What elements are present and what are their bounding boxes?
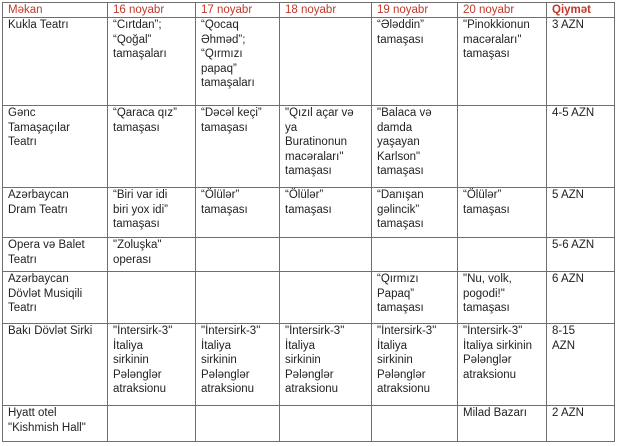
event-cell: “Ölülər” tamaşası [280,188,372,238]
event-cell: “Dəcəl keçi” tamaşası [196,106,280,188]
event-cell: "İntersirk-3" İtaliya sirkinin Pələnglər atraksionu [280,324,372,406]
event-cell: "Qızıl açar və ya Buratinonun macəraları" tamaşası [280,106,372,188]
event-cell [372,406,458,442]
event-cell [458,238,547,272]
price-cell: 8-15 AZN [547,324,615,406]
price-cell: 5-6 AZN [547,238,615,272]
header-date-20: 20 noyabr [458,3,547,18]
price-cell: 4-5 AZN [547,106,615,188]
table-row [3,18,615,106]
header-venue: Məkan [3,3,108,18]
header-date-18: 18 noyabr [280,3,372,18]
event-cell [280,272,372,324]
event-cell: Milad Bazarı [458,406,547,442]
event-cell [280,238,372,272]
table-row [3,324,615,406]
price-cell: 3 AZN [547,18,615,106]
table-row [3,188,615,238]
event-cell: “Ələddin” tamaşası [372,18,458,106]
event-cell [458,106,547,188]
event-cell: “Qırmızı Papaq” tamaşası [372,272,458,324]
venue-cell: Opera və Balet Teatrı [3,238,108,272]
event-cell: “Qaraca qız” tamaşası [108,106,196,188]
venue-cell: Azərbaycan Dövlət Musiqili Teatrı [3,272,108,324]
event-cell: "İntersirk-3" İtaliya sirkinin Pələnglər atraksionu [372,324,458,406]
event-cell [280,18,372,106]
table-row [3,106,615,188]
event-cell: "Balaca və damda yaşayan Karlson" tamaşası [372,106,458,188]
event-cell [372,238,458,272]
event-cell: "İntersirk-3" İtaliya sirkinin Pələnglər atraksionu [108,324,196,406]
table-header-row [3,3,615,18]
event-cell: “Cırtdan”; “Qoğal” tamaşaları [108,18,196,106]
event-cell [280,406,372,442]
event-cell: "İntersirk-3" İtaliya sirkinin Pələnglər atraksionu [196,324,280,406]
event-cell [108,406,196,442]
event-cell: "Pinokkionun macəraları" tamaşası [458,18,547,106]
price-cell: 2 AZN [547,406,615,442]
event-cell: “Biri var idi biri yox idi” tamaşası [108,188,196,238]
price-cell: 6 AZN [547,272,615,324]
venue-cell: Hyatt otel "Kishmish Hall" [3,406,108,442]
venue-cell: Bakı Dövlət Sirki [3,324,108,406]
event-cell: “Ölülər” tamaşası [196,188,280,238]
event-cell [108,272,196,324]
header-price: Qiymət [547,3,615,18]
price-cell: 5 AZN [547,188,615,238]
event-cell [196,272,280,324]
event-cell: "İntersirk-3" İtaliya sirkinin Pələnglər atraksionu [458,324,547,406]
header-date-16: 16 noyabr [108,3,196,18]
header-date-19: 19 noyabr [372,3,458,18]
event-cell: "Nu, volk, pogodi!" tamaşası [458,272,547,324]
table-row [3,272,615,324]
venue-cell: Azərbaycan Dram Teatrı [3,188,108,238]
table-row [3,238,615,272]
event-cell: “Ölülər” tamaşası [458,188,547,238]
event-cell [196,238,280,272]
venue-cell: Kukla Teatrı [3,18,108,106]
event-cell [196,406,280,442]
venue-cell: Gənc Tamaşaçılar Teatrı [3,106,108,188]
event-cell: "Zoluşka" operası [108,238,196,272]
event-cell: “Qocaq Əhməd”; “Qırmızı papaq” tamaşaları [196,18,280,106]
table-row [3,406,615,442]
events-schedule-table [2,2,615,442]
header-date-17: 17 noyabr [196,3,280,18]
event-cell: “Danışan gəlincik” tamaşası [372,188,458,238]
